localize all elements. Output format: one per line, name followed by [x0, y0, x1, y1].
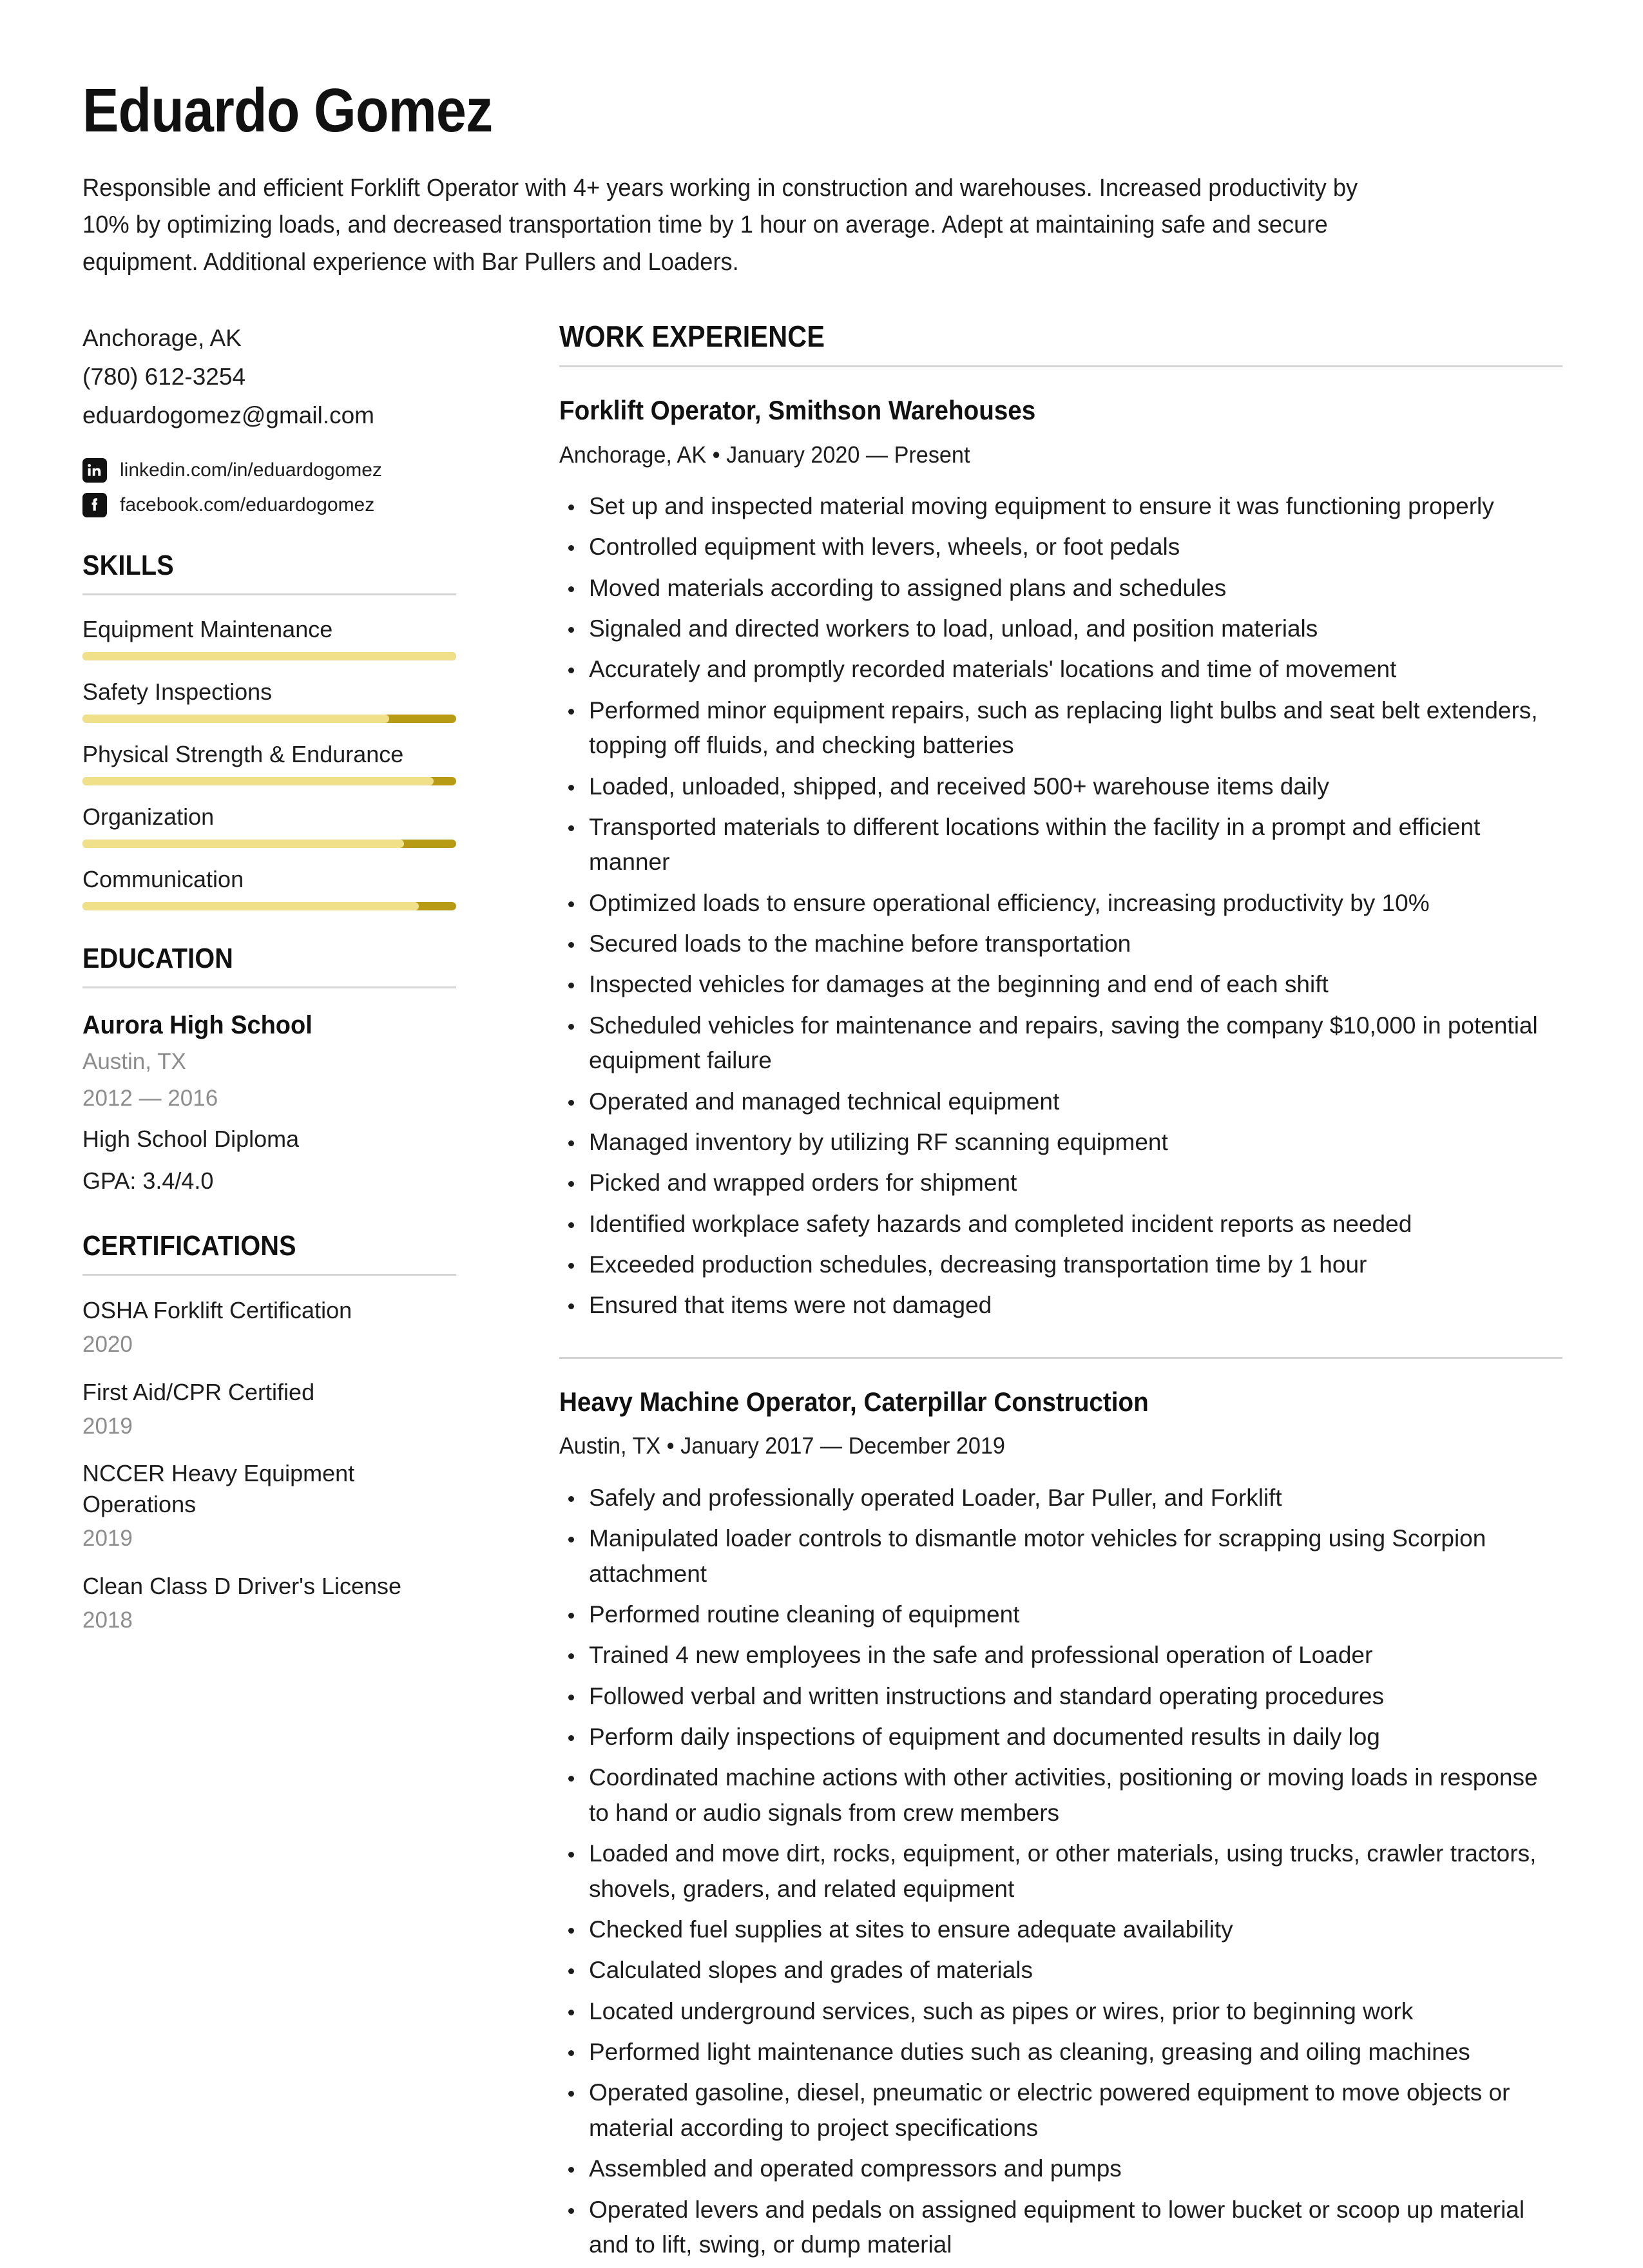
skill-level-bar — [82, 715, 456, 723]
job-bullets — [559, 1481, 1562, 2263]
certification-year: 2020 — [82, 1332, 133, 1358]
skill-level-fill — [82, 902, 419, 910]
certification-year: 2018 — [82, 1608, 133, 1633]
social-link-facebook[interactable] — [82, 493, 456, 517]
certification-name: NCCER Heavy Equipment Operations — [82, 1460, 355, 1517]
skill-item — [82, 865, 456, 910]
certification-item — [82, 1295, 456, 1360]
job-bullet: Trained 4 new employees in the safe and professional operation of Loader — [559, 1638, 1562, 1673]
job-bullet: Located underground services, such as pipes or wires, prior to beginning work — [559, 1994, 1562, 2029]
education-degree: High School Diploma — [82, 1126, 300, 1153]
job-bullet: Scheduled vehicles for maintenance and repairs, saving the company $10,000 in potential equipment failure — [559, 1008, 1562, 1079]
certification-year: 2019 — [82, 1414, 133, 1439]
job-meta: Anchorage, AK • January 2020 — Present — [559, 441, 970, 468]
skill-item — [82, 740, 456, 785]
job-bullet: Optimized loads to ensure operational efficiency, increasing productivity by 10% — [559, 886, 1562, 921]
experience-entry — [559, 393, 1562, 1323]
job-bullet: Exceeded production schedules, decreasing transportation time by 1 hour — [559, 1247, 1562, 1282]
certification-item — [82, 1458, 456, 1553]
contact-location: Anchorage, AK — [82, 324, 242, 351]
skill-level-bar — [82, 652, 456, 660]
contact-block — [82, 319, 456, 517]
certifications-section — [82, 1230, 456, 1636]
job-bullet: Performed light maintenance duties such as cleaning, greasing and oiling machines — [559, 2035, 1562, 2070]
skills-heading: SKILLS — [82, 549, 174, 581]
section-divider — [559, 1357, 1562, 1359]
job-bullet: Assembled and operated compressors and pumps — [559, 2151, 1562, 2186]
job-bullet: Identified workplace safety hazards and completed incident reports as needed — [559, 1207, 1562, 1242]
experience-heading: WORK EXPERIENCE — [559, 319, 825, 353]
social-links — [82, 458, 456, 517]
job-bullet: Set up and inspected material moving equipment to ensure it was functioning properly — [559, 489, 1562, 524]
job-bullet: Accurately and promptly recorded materials' locations and time of movement — [559, 652, 1562, 687]
skill-item — [82, 802, 456, 848]
job-bullet: Controlled equipment with levers, wheels, or foot pedals — [559, 530, 1562, 564]
certification-item — [82, 1571, 456, 1636]
job-bullet: Coordinated machine actions with other activities, positioning or moving loads in response to hand or audio signals from crew members — [559, 1760, 1562, 1831]
education-section — [82, 943, 456, 1198]
skill-level-bar — [82, 902, 456, 910]
job-bullet: Transported materials to different locations within the facility in a prompt and efficient manner — [559, 810, 1562, 880]
certification-item — [82, 1377, 456, 1442]
job-title: Forklift Operator, Smithson Warehouses — [559, 394, 1036, 425]
job-bullets — [559, 489, 1562, 1323]
job-bullet: Calculated slopes and grades of materials — [559, 1953, 1562, 1988]
job-bullet: Operated gasoline, diesel, pneumatic or electric powered equipment to move objects or material according to project specifications — [559, 2075, 1562, 2146]
skill-level-fill — [82, 652, 456, 660]
professional-summary: Responsible and efficient Forklift Operator with 4+ years working in construction and warehouses. Increased productivity by 10% by optimizing loads, and decreased transportation time by 1 hour on average. Adept at maintaining safe and secure equipment. Additional experience with Bar Pullers and Loaders. — [82, 174, 1358, 276]
certifications-heading: CERTIFICATIONS — [82, 1229, 296, 1262]
section-divider — [559, 365, 1562, 367]
education-location: Austin, TX — [82, 1048, 186, 1074]
job-bullet: Operated levers and pedals on assigned equipment to lower bucket or scoop up material and to lift, swing, or dump material — [559, 2193, 1562, 2263]
job-bullet: Performed minor equipment repairs, such as replacing light bulbs and seat belt extenders, topping off fluids, and checking batteries — [559, 693, 1562, 764]
job-bullet: Manipulated loader controls to dismantle motor vehicles for scrapping using Scorpion attachment — [559, 1521, 1562, 1591]
skill-item — [82, 677, 456, 723]
job-bullet: Followed verbal and written instructions and standard operating procedures — [559, 1679, 1562, 1714]
education-gpa: GPA: 3.4/4.0 — [82, 1167, 214, 1194]
skill-item — [82, 615, 456, 660]
social-link-label: facebook.com/eduardogomez — [120, 494, 375, 515]
skill-label: Communication — [82, 865, 244, 892]
job-bullet: Inspected vehicles for damages at the beginning and end of each shift — [559, 967, 1562, 1002]
job-bullet: Operated and managed technical equipment — [559, 1084, 1562, 1119]
skills-list — [82, 615, 456, 910]
skills-section — [82, 550, 456, 910]
sidebar — [82, 319, 482, 1652]
certifications-list — [82, 1295, 456, 1636]
job-bullet: Managed inventory by utilizing RF scanning equipment — [559, 1125, 1562, 1160]
experience-section — [559, 319, 1562, 2262]
job-bullet: Ensured that items were not damaged — [559, 1288, 1562, 1323]
contact-email[interactable]: eduardogomez@gmail.com — [82, 401, 374, 428]
skill-label: Equipment Maintenance — [82, 615, 333, 642]
social-link-linkedin[interactable] — [82, 458, 456, 483]
certification-name: OSHA Forklift Certification — [82, 1296, 352, 1323]
skill-label: Physical Strength & Endurance — [82, 740, 404, 767]
linkedin-icon — [82, 458, 107, 483]
skill-level-fill — [82, 840, 404, 848]
skill-level-fill — [82, 715, 389, 723]
facebook-icon — [82, 493, 107, 517]
job-bullet: Secured loads to the machine before transportation — [559, 927, 1562, 961]
skill-level-bar — [82, 777, 456, 785]
section-divider — [82, 986, 456, 988]
job-bullet: Moved materials according to assigned plans and schedules — [559, 571, 1562, 606]
job-bullet: Checked fuel supplies at sites to ensure adequate availability — [559, 1912, 1562, 1947]
contact-phone[interactable]: (780) 612-3254 — [82, 363, 246, 390]
resume-body — [82, 319, 1562, 2268]
education-entry — [82, 1009, 456, 1198]
certification-year: 2019 — [82, 1526, 133, 1552]
job-title: Heavy Machine Operator, Caterpillar Construction — [559, 1386, 1149, 1417]
job-bullet: Performed routine cleaning of equipment — [559, 1597, 1562, 1632]
job-bullet: Picked and wrapped orders for shipment — [559, 1166, 1562, 1200]
job-bullet: Safely and professionally operated Loader, Bar Puller, and Forklift — [559, 1481, 1562, 1515]
education-dates: 2012 — 2016 — [82, 1085, 218, 1111]
job-bullet: Perform daily inspections of equipment and documented results in daily log — [559, 1720, 1562, 1754]
skill-label: Organization — [82, 803, 215, 830]
education-school: Aurora High School — [82, 1010, 312, 1039]
certification-name: Clean Class D Driver's License — [82, 1572, 402, 1599]
education-heading: EDUCATION — [82, 942, 234, 974]
skill-level-bar — [82, 840, 456, 848]
skill-label: Safety Inspections — [82, 678, 273, 705]
page-title: Eduardo Gomez — [82, 76, 493, 145]
section-divider — [82, 1274, 456, 1276]
job-bullet: Signaled and directed workers to load, unload, and position materials — [559, 611, 1562, 646]
main-content — [482, 319, 1562, 2268]
section-divider — [82, 593, 456, 595]
social-link-label: linkedin.com/in/eduardogomez — [120, 459, 382, 481]
certification-name: First Aid/CPR Certified — [82, 1378, 315, 1405]
skill-level-fill — [82, 777, 434, 785]
resume-header — [82, 77, 1562, 282]
experience-entry — [559, 1385, 1562, 2262]
job-meta: Austin, TX • January 2017 — December 2019 — [559, 1432, 1005, 1459]
job-bullet: Loaded, unloaded, shipped, and received 500+ warehouse items daily — [559, 769, 1562, 804]
job-bullet: Loaded and move dirt, rocks, equipment, or other materials, using trucks, crawler tractors, shovels, graders, and related equipment — [559, 1836, 1562, 1907]
